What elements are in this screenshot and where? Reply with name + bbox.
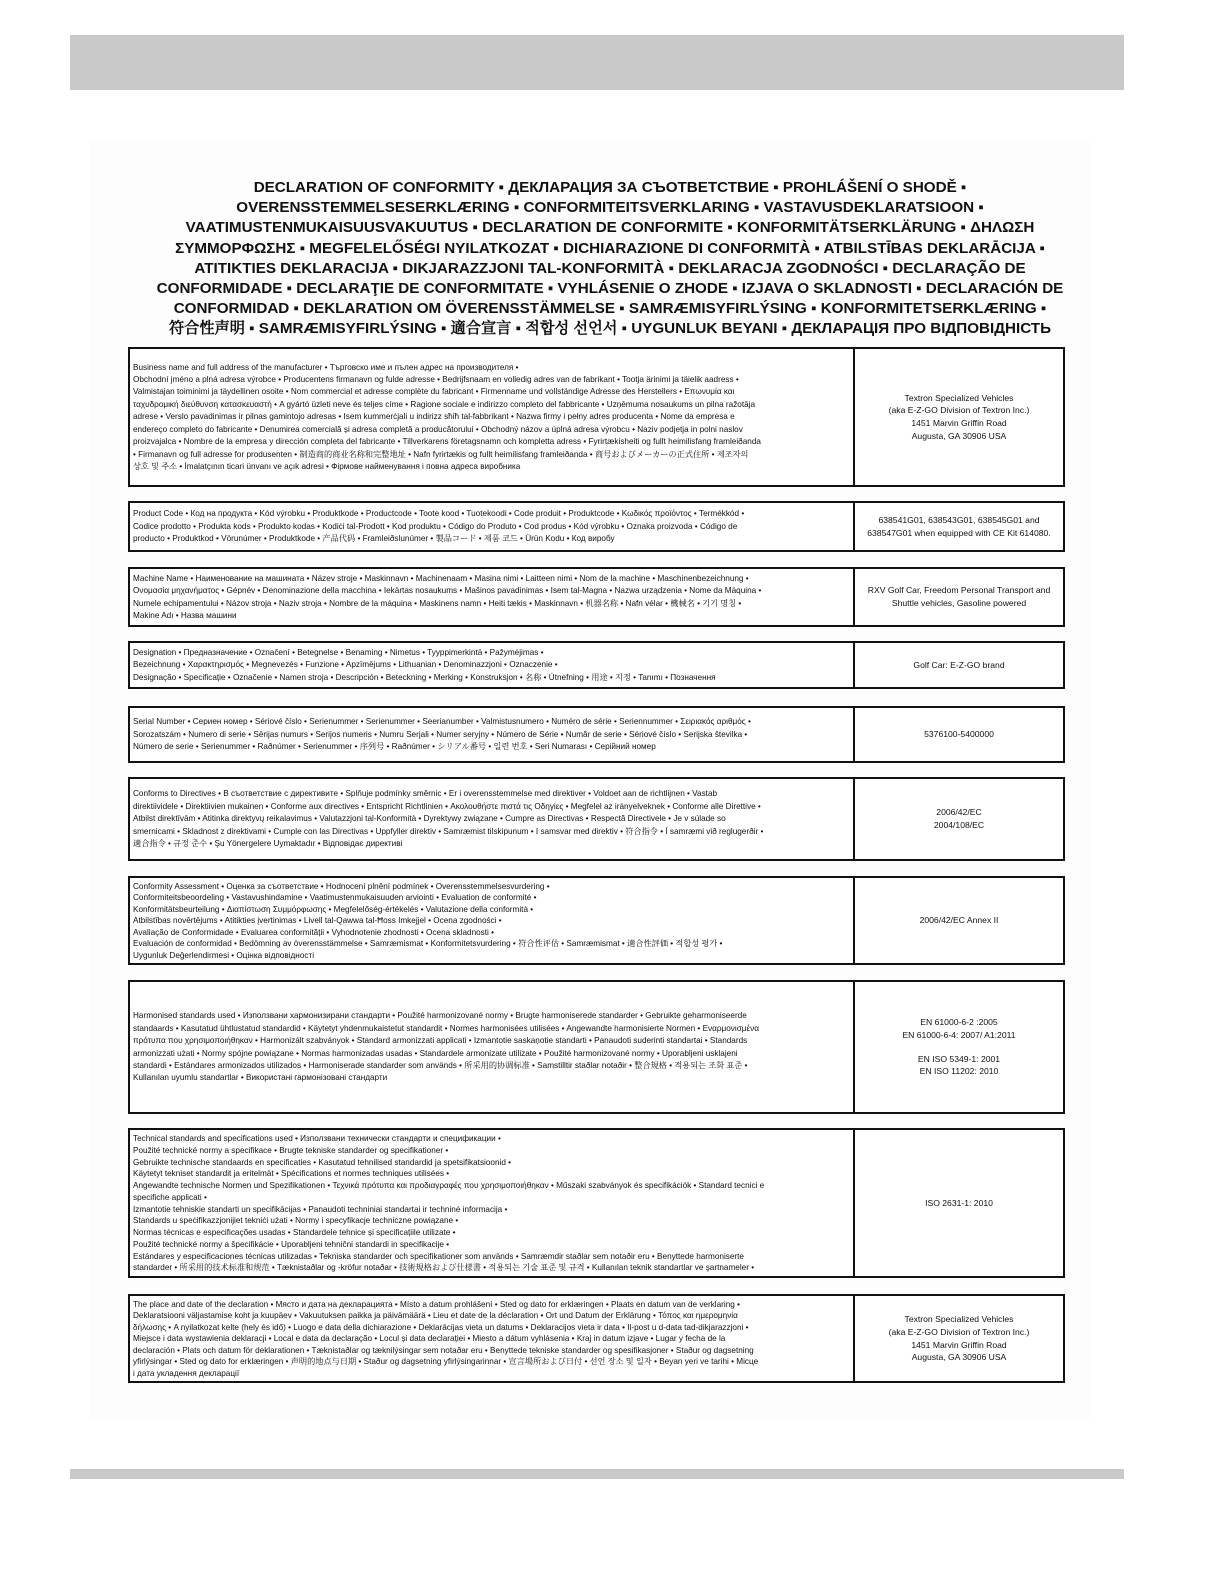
value-line: 5376100-5400000 (924, 729, 994, 740)
value-line: 638547G01 when equipped with CE Kit 614080. (867, 527, 1051, 538)
technical-standards-value (855, 1130, 1063, 1276)
serial-number-label (130, 708, 855, 761)
label-line: Business name and full address of the manufacturer • Търговско име и пълен адрес на производителя • (133, 362, 519, 372)
label-line: 상호 및 주소 • İmalatçının ticari ünvanı ve açık adresi • Фірмове найменування і повна адреса виробника (133, 461, 521, 471)
title-line: DECLARATION OF CONFORMITY ▪ ДЕКЛАРАЦИЯ ЗА СЪОТВЕТСТВИЕ ▪ PROHLÁŠENÍ O SHODĚ ▪ (253, 179, 967, 196)
designation-row (128, 641, 1065, 689)
value-line: Augusta, GA 30906 USA (911, 1352, 1007, 1363)
label-line: Obchodní jméno a plná adresa výrobce • Producentens firmanavn og fulde adresse • Bedrijfsnaam en volledig adres van de fabrikant • Tootja ärinimi ja täielik aadress • (133, 375, 739, 385)
value-line: 2006/42/EC Annex II (919, 915, 999, 926)
manufacturer-label (130, 349, 855, 485)
product-code-label (130, 503, 855, 550)
serial-number-value (855, 708, 1063, 761)
place-date-label (130, 1296, 855, 1381)
label-line: Número de serie • Serienummer • Raðnúmer • Serienummer • 序列号 • Raðnúmer • シリアル番号 • 일련 번호 • Seri Numarası • Серійний номер (133, 742, 656, 752)
machine-name-label (130, 569, 855, 625)
directives-row (128, 777, 1065, 861)
title-line: ATITIKTIES DEKLARACIJA ▪ DIKJARAZZJONI TAL-KONFORMITÀ ▪ DEKLARACJA ZGODNOŚCI ▪ DECLARAÇÃO DE (194, 259, 1026, 277)
label-line: Käytetyt tekniset standardit ja eritelmät • Spécifications et normes techniques utilisées • (133, 1169, 450, 1179)
value-line: 1451 Marvin Griffin Road (911, 418, 1007, 428)
product-code-row (128, 501, 1065, 552)
value-line: EN 61000-6-4: 2007/ A1:2011 (902, 1029, 1016, 1040)
label-line: Gebruikte technische standaards en specificaties • Kasutatud tehnilised standardid ja spetsifikatsioonid • (133, 1157, 512, 1167)
label-line: Conformity Assessment • Оценка за съответствие • Hodnocení plnění podmínek • Overensstemmelsesvurdering • (133, 882, 550, 892)
label-line: Normas técnicas e especificações usadas • Standardele tehnice și specificațiile utilizate • (133, 1228, 456, 1237)
label-line: Izmantotie tehniskie standarti un specifikācijas • Panaudoti techniniai standartai ir techninė informacija • (133, 1204, 508, 1214)
value-line: EN 61000-6-2 :2005 (920, 1017, 998, 1028)
label-line: Atbilst direktīvām • Atitinka direktyvų reikalavimus • Valutazzjoni tal-Konformità • Dyrektywy związane • Cumpre as Directivas • Respectă Directivele • Je v súlade so (133, 814, 726, 824)
label-line: Valmistajan toiminimi ja täydellinen osoite • Nom commercial et adresse complète du fabricant • Firmenname und vollständige Adresse des Herstellers • Επωνυμία και (133, 387, 735, 397)
title-line: VAATIMUSTENMUKAISUUSVAKUUTUS ▪ DECLARATION DE CONFORMITE ▪ KONFORMITÄTSERKLÄRUNG ▪ ΔΗΛΩΣΗ (185, 219, 1035, 237)
label-line: standarder • 所采用的技术标准和规范 • Tæknistaðlar og -kröfur notaðar • 技術規格および仕様書 • 적용되는 기술 표준 및 규격 • Kullanılan teknik standartlar ve şartnameler • (133, 1263, 755, 1273)
footer-bar (70, 1469, 1124, 1479)
directives-label (130, 779, 855, 859)
label-line: direktiividele • Direktiivien mukainen • Conforme aux directives • Entspricht Richtlinien • Ακολουθήστε πιστά τις Οδηγίες • Megfelel az irányelveknek • Conforme alle Direttive • (133, 801, 761, 811)
title-line: CONFORMIDADE ▪ DECLARAŢIE DE CONFORMITATE ▪ VYHLÁSENIE O ZHODE ▪ IZJAVA O SKLADNOSTI ▪ DECLARACIÓN DE (156, 280, 1064, 298)
label-line: Použité technické normy a specifikace • Brugte tekniske standarder og specifikationer • (133, 1145, 449, 1155)
value-line: EN ISO 11202: 2010 (919, 1066, 999, 1077)
label-line: Product Code • Код на продукта • Kód výrobku • Produktkode • Productcode • Toote kood • Tuotekoodi • Code produit • Produktcode • Κωδικός προϊόντος • Termékkód • (133, 509, 745, 519)
label-line: declaración • Plats och datum för deklarationen • Tæknistaðlar og tæknilýsingar sem notaðar eru • Benyttede tekniske standarder og spesifikasjoner • Staður og dagsetning (133, 1345, 754, 1355)
header-bar (70, 35, 1124, 90)
label-line: The place and date of the declaration • Място и дата на декларацията • Místo a datum prohlášení • Sted og dato for erklæringen • Plaats en datum van de verklaring • (133, 1300, 740, 1310)
label-line: producto • Produktkod • Vörunúmer • Produktkode • 产品代码 • Framleiðslunúmer • 製品コード • 제품 코드 • Ürün Kodu • Код виробу (133, 534, 615, 544)
harmonised-standards-label (130, 982, 855, 1112)
designation-label (130, 643, 855, 687)
label-line: πρότυπα που χρησιμοποιήθηκαν • Harmonizált szabványok • Standard armonizzati applicati • Izmantotie saskaņotie standarti • Panaudoti suderinti standartai • Standards (133, 1036, 748, 1046)
value-line: Textron Specialized Vehicles (904, 392, 1014, 403)
label-line: Uygunluk Değerlendirmesi • Оцінка відповідності (133, 950, 315, 960)
label-line: Technical standards and specifications used • Използвани технически стандарти и спецификации • (133, 1134, 501, 1143)
label-line: Designation • Предназначение • Označení • Betegnelse • Benaming • Nimetus • Tyyppimerkintä • Pažymėjimas • (133, 647, 544, 657)
value-line: Textron Specialized Vehicles (904, 1314, 1014, 1325)
title-line: 符合性声明 ▪ SAMRÆMISYFIRLÝSING ▪ 適合宣言 ▪ 적합성 선언서 ▪ UYGUNLUK BEYANI ▪ ДЕКЛАРАЦІЯ ПРО ВІДПОВІДНІСТЬ (168, 320, 1051, 338)
value-line: RXV Golf Car, Freedom Personal Transport and (867, 585, 1051, 596)
label-line: δήλωσης • A nyilatkozat kelte (hely és idő) • Luogo e data della dichiarazione • Deklarācijas vieta un datums • Deklaracijos vieta ir data • Il-post u d-data tad-dikjarazzjoni • (133, 1322, 749, 1332)
technical-standards-label (130, 1130, 855, 1276)
title-line: OVERENSSTEMMELSESERKLÆRING ▪ CONFORMITEITSVERKLARING ▪ VASTAVUSDEKLARATSIOON ▪ (236, 199, 984, 217)
label-line: Serial Number • Сериен номер • Sériové číslo • Serienummer • Serienummer • Seerianumber • Valmistusnumero • Numéro de série • Seriennummer • Σειριακός αριθμός • (133, 717, 751, 727)
serial-number-row (128, 706, 1065, 763)
label-line: Sorozatszám • Numero di serie • Sērijas numurs • Serijos numeris • Numru Serjali • Numer seryjny • Número de Série • Număr de serie • Sériové číslo • Serijska številka • (133, 729, 748, 739)
label-line: ταχυδρομική διεύθυνση κατασκευαστή • A gyártó üzleti neve és teljes címe • Ragione sociale e indirizzo completo del fabbricante • Uzņēmuma nosaukums un pilna ražotāja (133, 399, 756, 409)
designation-value (855, 643, 1063, 687)
place-date-row (128, 1294, 1065, 1383)
label-line: armonizzati użati • Normy spójne powiązane • Normas harmonizadas usadas • Standardele armonizate utilizate • Použité harmonizované normy • Uporabljeni usklajeni (133, 1048, 738, 1058)
harmonised-standards-row (128, 980, 1065, 1114)
technical-standards-row (128, 1128, 1065, 1278)
label-line: Ονομασία μηχανήματος • Gépnév • Denominazione della macchina • Iekārtas nosaukums • Mašinos pavadinimas • Isem tal-Magna • Nazwa urządzenia • Nome da Máquina • (133, 586, 762, 596)
label-line: Standards u speċifikazzjonijiet tekniċi użati • Normy i specyfikacje techniczne powiązane • (133, 1216, 459, 1226)
label-line: • Firmanavn og full adresse for produsenten • 制造商的商业名称和完整地址 • Nafn fyrirtækis og fullt heimilisfang framleiðanda • 商号およびメーカーの正式住所 • 제조자의 (133, 449, 749, 459)
label-line: Atbilstības novērtējums • Atitikties įvertinimas • Livell tal-Qawwa tal-Ħoss Imkejjel • Ocena zgodności • (133, 916, 502, 926)
conformity-assessment-row (128, 876, 1065, 965)
value-line: 2006/42/EC (936, 807, 982, 818)
label-line: yfirlýsingar • Sted og dato for erklæringen • 声明的地点与日期 • Staður og dagsetning yfirlýsingarinnar • 宣言場所および日付 • 선언 장소 및 일자 • Beyan yeri ve tarihi • Місце (133, 1357, 759, 1367)
label-line: Conformiteitsbeoordeling • Vastavushindamine • Vaatimustenmukaisuuden arviointi • Evaluation de conformité • (133, 893, 537, 903)
place-date-value (855, 1296, 1063, 1381)
label-line: specifiche applicati • (133, 1192, 207, 1202)
manufacturer-row (128, 347, 1065, 487)
value-line: EN ISO 5349-1: 2001 (917, 1053, 1001, 1064)
value-line: Augusta, GA 30906 USA (911, 430, 1007, 441)
label-line: Konformitätsbeurteilung • Διαπίστωση Συμμόρφωσης • Megfelelőség-értékelés • Valutazione della conformità • (133, 904, 534, 914)
label-line: Makine Adı • Назва машини (133, 610, 237, 620)
product-code-value (855, 503, 1063, 550)
value-line: Golf Car: E-Z-GO brand (913, 659, 1005, 670)
label-line: endereço completo do fabricante • Denumirea comercială și adresa completă a producătorului • Obchodný názov a úplná adresa výrobcu • Naziv podjetja in polni naslov (133, 424, 743, 434)
label-line: Evaluación de conformidad • Bedömning av överensstämmelse • Samræmismat • Konformitetsvurdering • 符合性评估 • Samræmismat • 適合性評価 • 적합성 평가 • (133, 939, 723, 949)
label-line: standaards • Kasutatud ühtlustatud standardid • Käytetyt yhdenmukaistetut standardit • Normes harmonisées utilisées • Angewandte harmonisierte Normen • Εναρμονισμένα (133, 1023, 759, 1033)
directives-value (855, 779, 1063, 859)
label-line: і дата укладення декларації (133, 1368, 240, 1378)
machine-name-row (128, 567, 1065, 627)
label-line: Machine Name • Наименование на машината • Název stroje • Maskinnavn • Machinenaam • Masina nimi • Laitteen nimi • Nom de la machine • Maschinenbezeichnung • (133, 573, 749, 583)
label-line: Harmonised standards used • Използвани хармонизирани стандарти • Použité harmonizované normy • Brugte harmoniserede standarder • Gebruikte geharmoniseerde (133, 1011, 747, 1021)
label-line: Numele echipamentului • Názov stroja • Naziv stroja • Nombre de la máquina • Maskinens namn • Heiti tækis • Maskinnavn • 机器名称 • Nafn vélar • 機械名 • 기기 명칭 • (133, 598, 742, 608)
label-line: Estándares y especificaciones técnicas utilizadas • Tekniska standarder och specifikationer som används • Samræmdir staðlar sem notaðir eru • Benyttede harmoniserte (133, 1251, 744, 1261)
conformity-assessment-label (130, 878, 855, 963)
declaration-title (120, 178, 1100, 340)
label-line: Angewandte technische Normen und Spezifikationen • Τεχνικά πρότυπα και προδιαγραφές που χρησιμοποιήθηκαν • Műszaki szabványok és specifikációk • Standard tecnici e (133, 1181, 765, 1190)
title-line: CONFORMIDAD ▪ DEKLARATION OM ÖVERENSSTÄMMELSE ▪ SAMRÆMISYFIRLÝSING ▪ KONFORMITETSERKLÆRING ▪ (173, 300, 1047, 318)
machine-name-value (855, 569, 1063, 625)
conformity-assessment-value (855, 878, 1063, 963)
label-line: Designação • Specificație • Označenie • Namen stroja • Descripción • Beteckning • Merking • Konstruksjon • 名称 • Útnefning • 用途 • 지정 • Tanımı • Позначення (133, 672, 716, 682)
value-line: ISO 2631-1: 2010 (925, 1197, 993, 1208)
value-line: 1451 Marvin Griffin Road (911, 1339, 1007, 1350)
label-line: Deklaratsiooni väljastamise koht ja kuupäev • Vakuutuksen paikka ja päivämäärä • Lieu et date de la déclaration • Ort und Datum der Erklärung • Τόπος και ημερομηνία (133, 1311, 738, 1321)
value-line: (aka E-Z-GO Division of Textron Inc.) (888, 1326, 1030, 1337)
label-line: standardi • Estándares armonizados utilizados • Harmoniserade standarder som används • 所采用的协调标准 • Samstilltir staðlar notaðir • 整合規格 • 적용되는 조화 표준 • (133, 1060, 748, 1070)
label-line: Conforms to Directives • В съответствие с директивите • Splňuje podmínky směrnic • Er i overensstemmelse med direktiver • Voldoet aan de richtlijnen • Vastab (133, 789, 718, 799)
label-line: proizvajalca • Nombre de la empresa y dirección completa del fabricante • Tillverkarens företagsnamn och kompletta adress • Fyrirtækisheiti og fullt heimilisfang framleiðanda (133, 437, 761, 447)
label-line: Bezeichnung • Χαρακτηρισμός • Megnevezés • Funzione • Apzīmējums • Lithuanian • Denominazzjoni • Oznaczenie • (133, 660, 558, 670)
title-line: ΣΥΜΜΟΡΦΩΣΗΣ ▪ MEGFELELŐSÉGI NYILATKOZAT ▪ DICHIARAZIONE DI CONFORMITÀ ▪ ATBILSTĪBAS DEKLARĀCIJA ▪ (175, 239, 1045, 257)
value-line: 2004/108/EC (933, 820, 985, 830)
label-line: Codice prodotto • Produkta kods • Produkto kodas • Kodiċi tal-Prodott • Kod produktu • Código do Produto • Cod produs • Kód výrobku • Oznaka proizvoda • Código de (133, 521, 738, 531)
harmonised-standards-value (855, 982, 1063, 1112)
manufacturer-value (855, 349, 1063, 485)
label-line: smernicami • Skladnost z direktivami • Cumple con las Directivas • Uppfyller direktiv • Samræmist tilskipunum • I samsvar med direktiv • 符合指令 • Í samræmi við reglugerðir • (133, 826, 764, 836)
label-line: Použité technické normy a špecifikácie • Uporabljeni tehnični standardi in specifikacije • (133, 1239, 450, 1249)
value-line: (aka E-Z-GO Division of Textron Inc.) (888, 405, 1030, 416)
label-line: Kullanılan uyumlu standartlar • Використані гармонізовані стандарти (133, 1073, 388, 1083)
value-line: 638541G01, 638543G01, 638545G01 and (878, 514, 1040, 525)
value-line: Shuttle vehicles, Gasoline powered (891, 598, 1027, 608)
label-line: Avaliação de Conformidade • Evaluarea conformității • Vyhodnotenie zhodnosti • Ocena skladnosti • (133, 927, 495, 937)
value-spacer (859, 1042, 1059, 1053)
label-line: 適合指令 • 규정 준수 • Şu Yönergelere Uymaktadır • Відповідає директиві (133, 839, 403, 849)
label-line: adrese • Verslo pavadinimas ir pilnas gamintojo adresas • Isem kummerċjali u indirizz sħiħ tal-fabbrikant • Nazwa firmy i pełny adres producenta • Nome da empresa e (133, 412, 735, 422)
label-line: Miejsce i data wystawienia deklaracji • Local e data da declaração • Locul și data declarației • Miesto a dátum vyhlásenia • Kraj in datum izjave • Lugar y fecha de la (133, 1334, 726, 1344)
